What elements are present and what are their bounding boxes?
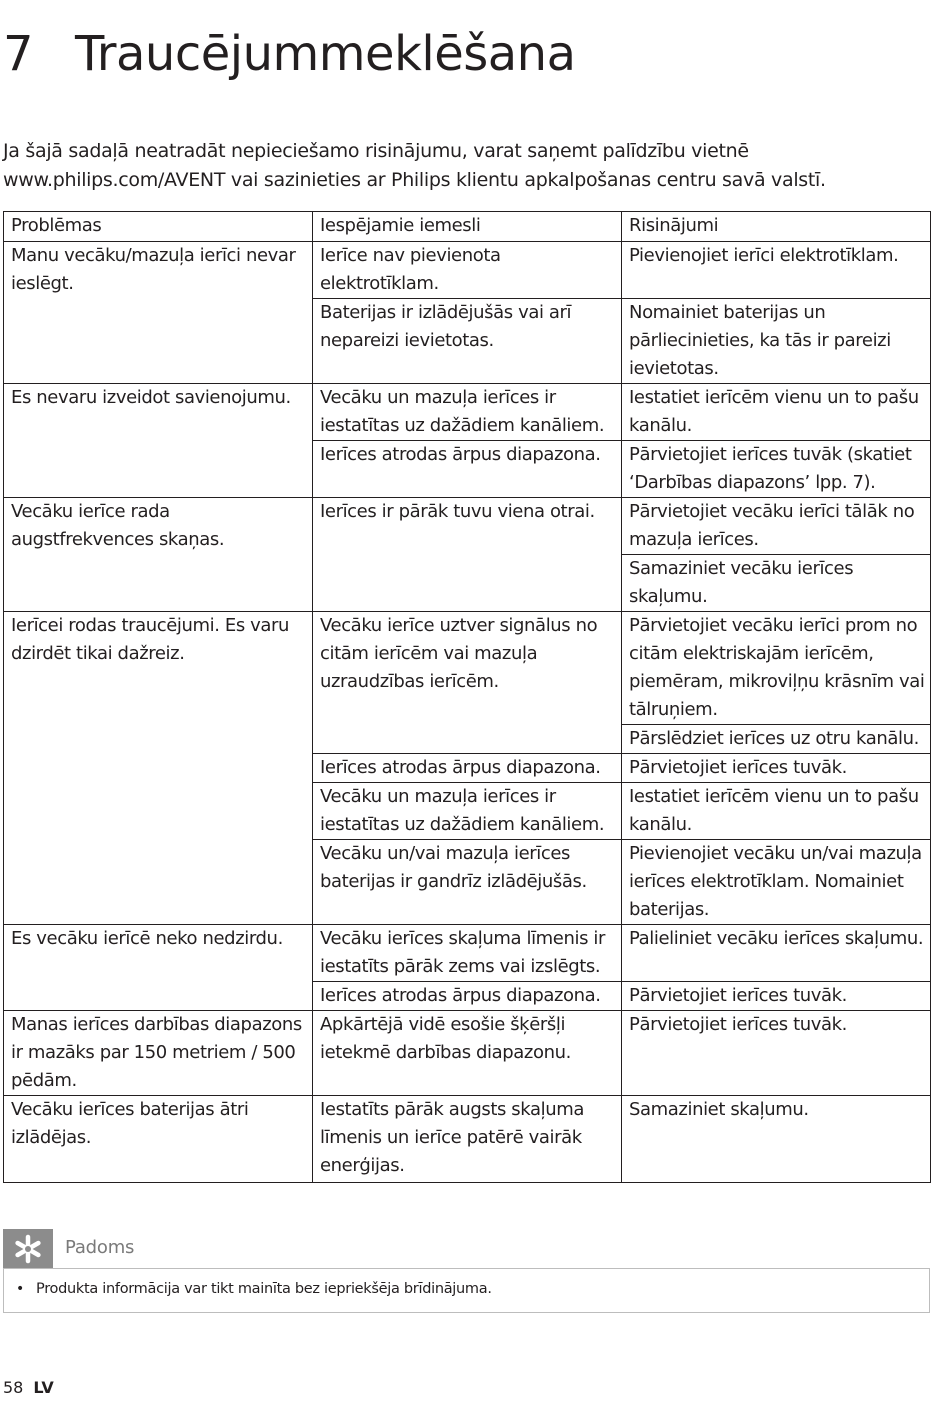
cause-cell: Ierīces atrodas ārpus diapazona.	[313, 441, 622, 498]
cause-cell: Vecāku un mazuļa ierīces ir iestatītas uz dažādiem kanāliem.	[313, 384, 622, 441]
problem-cell: Ierīcei rodas traucējumi. Es varu dzirdēt tikai dažreiz.	[4, 612, 313, 925]
problem-cell: Vecāku ierīce rada augstfrekvences skaņas.	[4, 498, 313, 612]
solution-cell: Palieliniet vecāku ierīces skaļumu.	[622, 925, 931, 982]
solution-cell: Iestatiet ierīcēm vienu un to pašu kanālu.	[622, 783, 931, 840]
intro-paragraph: Ja šajā sadaļā neatradāt nepieciešamo risinājumu, varat saņemt palīdzību vietnē www.philips.com/AVENT vai sazinieties ar Philips klientu apkalpošanas centru savā valstī.	[3, 140, 826, 191]
cause-cell: Apkārtējā vidē esošie šķēršļi ietekmē darbības diapazonu.	[313, 1011, 622, 1096]
solution-cell: Pārvietojiet ierīces tuvāk (skatiet ‘Darbības diapazons’ lpp. 7).	[622, 441, 931, 498]
chapter-title-text: Traucējummeklēšana	[75, 26, 576, 82]
asterisk-icon	[3, 1229, 53, 1269]
solution-cell: Pārvietojiet ierīces tuvāk.	[622, 754, 931, 783]
page-footer	[3, 1378, 54, 1397]
solution-cell: Nomainiet baterijas un pārliecinieties, ka tās ir pareizi ievietotas.	[622, 299, 931, 384]
solution-cell: Pārvietojiet ierīces tuvāk.	[622, 1011, 931, 1096]
cause-cell: Ierīces atrodas ārpus diapazona.	[313, 982, 622, 1011]
solution-cell: Iestatiet ierīcēm vienu un to pašu kanālu.	[622, 384, 931, 441]
problem-cell: Es nevaru izveidot savienojumu.	[4, 384, 313, 498]
cause-cell: Vecāku ierīce uztver signālus no citām ierīcēm vai mazuļa uzraudzības ierīcēm.	[313, 612, 622, 754]
solution-cell: Pievienojiet ierīci elektrotīklam.	[622, 242, 931, 299]
solution-cell: Samaziniet vecāku ierīces skaļumu.	[622, 555, 931, 612]
tip-text: Produkta informācija var tikt mainīta bez iepriekšēja brīdinājuma.	[36, 1281, 492, 1297]
tip-box	[3, 1268, 930, 1313]
troubleshooting-table	[3, 211, 931, 1183]
table-row	[4, 612, 931, 725]
cause-cell: Iestatīts pārāk augsts skaļuma līmenis un ierīce patērē vairāk enerģijas.	[313, 1096, 622, 1183]
table-row	[4, 925, 931, 982]
table-row	[4, 384, 931, 441]
language-code: LV	[33, 1378, 54, 1397]
header-solutions: Risinājumi	[622, 212, 931, 242]
table-header-row	[4, 212, 931, 242]
header-problems: Problēmas	[4, 212, 313, 242]
chapter-title	[3, 24, 575, 84]
table-row	[4, 242, 931, 299]
problem-cell: Manas ierīces darbības diapazons ir mazāks par 150 metriem / 500 pēdām.	[4, 1011, 313, 1096]
solution-cell: Pārvietojiet vecāku ierīci prom no citām elektriskajām ierīcēm, piemēram, mikroviļņu krāsnīm vai tālruņiem.	[622, 612, 931, 725]
solution-cell: Samaziniet skaļumu.	[622, 1096, 931, 1183]
cause-cell: Vecāku un/vai mazuļa ierīces baterijas ir gandrīz izlādējušās.	[313, 840, 622, 925]
problem-cell: Es vecāku ierīcē neko nedzirdu.	[4, 925, 313, 1011]
problem-cell: Manu vecāku/mazuļa ierīci nevar ieslēgt.	[4, 242, 313, 384]
header-causes: Iespējamie iemesli	[313, 212, 622, 242]
solution-cell: Pārvietojiet ierīces tuvāk.	[622, 982, 931, 1011]
solution-cell: Pārvietojiet vecāku ierīci tālāk no mazuļa ierīces.	[622, 498, 931, 555]
tip-label: Padoms	[65, 1237, 135, 1258]
table-row	[4, 1096, 931, 1183]
tip-header	[3, 1229, 930, 1269]
cause-cell: Ierīce nav pievienota elektrotīklam.	[313, 242, 622, 299]
cause-cell: Vecāku ierīces skaļuma līmenis ir iestatīts pārāk zems vai izslēgts.	[313, 925, 622, 982]
table-row	[4, 498, 931, 555]
solution-cell: Pievienojiet vecāku un/vai mazuļa ierīces elektrotīklam. Nomainiet baterijas.	[622, 840, 931, 925]
cause-cell: Vecāku un mazuļa ierīces ir iestatītas uz dažādiem kanāliem.	[313, 783, 622, 840]
chapter-number: 7	[3, 26, 34, 82]
table-row	[4, 1011, 931, 1096]
page-number: 58	[3, 1378, 24, 1397]
problem-cell: Vecāku ierīces baterijas ātri izlādējas.	[4, 1096, 313, 1183]
solution-cell: Pārslēdziet ierīces uz otru kanālu.	[622, 725, 931, 754]
cause-cell: Ierīces ir pārāk tuvu viena otrai.	[313, 498, 622, 612]
cause-cell: Ierīces atrodas ārpus diapazona.	[313, 754, 622, 783]
cause-cell: Baterijas ir izlādējušās vai arī nepareizi ievietotas.	[313, 299, 622, 384]
bullet-icon: •	[16, 1281, 25, 1297]
